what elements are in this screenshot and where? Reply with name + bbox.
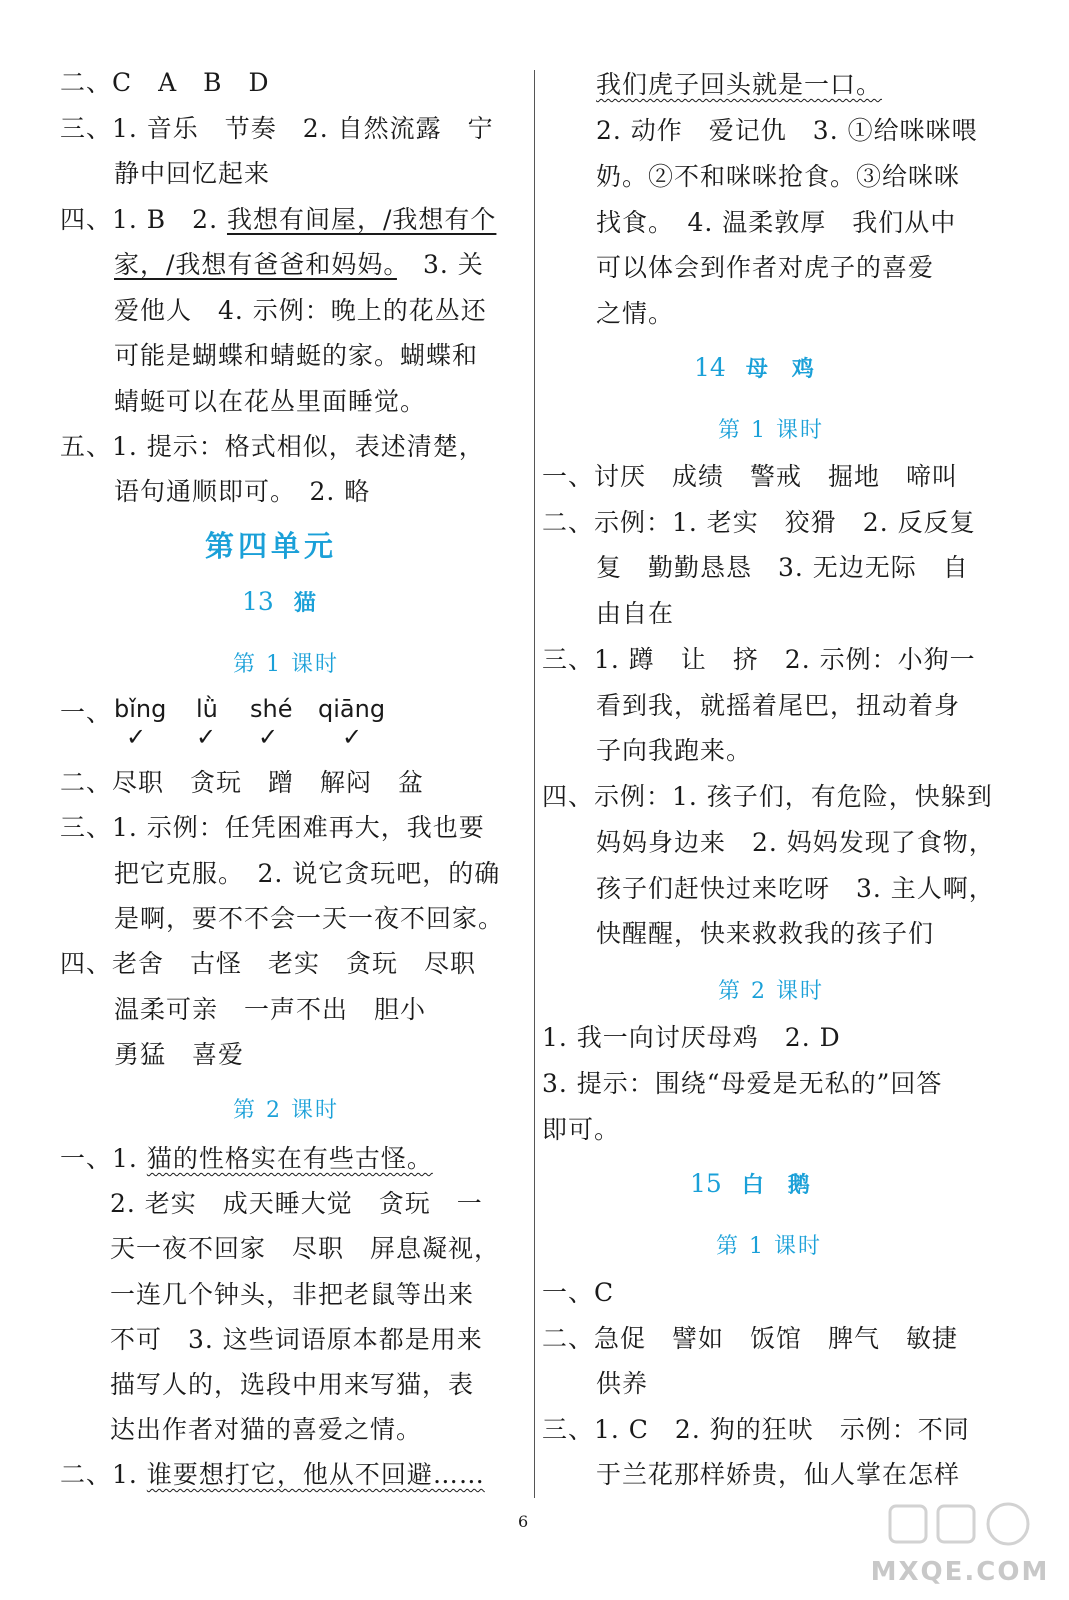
answer-line: 2. 动作 爱记仇 3. ①给咪咪喂 bbox=[596, 116, 978, 145]
page-number: 6 bbox=[518, 1512, 529, 1531]
answer-line: 3. 提示：围绕“母爱是无私的”回答 bbox=[542, 1069, 943, 1098]
answer-line: 供养 bbox=[596, 1369, 649, 1398]
answer-line bbox=[596, 68, 882, 102]
answer-line: 找食。 4. 温柔敦厚 我们从中 bbox=[596, 208, 957, 237]
answer-line: 妈妈身边来 2. 妈妈发现了食物， bbox=[596, 828, 995, 857]
lesson-number: 15 bbox=[690, 1169, 722, 1198]
answer-line: 三、1. 示例：任凭困难再大，我也要 bbox=[60, 813, 485, 842]
lesson-title: 母鸡 bbox=[745, 357, 838, 382]
answer-line: 天一夜不回家 尽职 屏息凝视， bbox=[110, 1234, 501, 1263]
answer-line: 一、C bbox=[542, 1278, 615, 1307]
answer-line: 语句通顺即可。 2. 略 bbox=[114, 477, 371, 506]
answer-line: 可以体会到作者对虎子的喜爱 bbox=[596, 253, 935, 282]
answer-line: 温柔可亲 一声不出 胆小 bbox=[114, 995, 427, 1024]
answer-line: 1. 我一向讨厌母鸡 2. D bbox=[542, 1023, 841, 1052]
answer-line: 二、急促 譬如 饭馆 脾气 敏捷 bbox=[542, 1324, 959, 1353]
answer-line: 是啊，要不不会一天一夜不回家。 bbox=[114, 904, 505, 933]
answer-line: 达出作者对猫的喜爱之情。 bbox=[110, 1415, 423, 1444]
lesson-number: 13 bbox=[242, 587, 274, 616]
lesson-heading bbox=[242, 586, 340, 617]
answer-line: 2. 老实 成天睡大觉 贪玩 一 bbox=[110, 1189, 483, 1218]
check-icon: ✓ bbox=[258, 723, 279, 751]
answer-line: 看到我，就摇着尾巴，扭动着身 bbox=[596, 691, 961, 720]
underlined-answer: 家，/我想有爸爸和妈妈。 bbox=[114, 250, 397, 279]
watermark-text: MXQE.COM bbox=[870, 1557, 1050, 1587]
answer-line: 勇猛 喜爱 bbox=[114, 1040, 245, 1069]
answer-line: 即可。 bbox=[542, 1115, 621, 1144]
answer-line: 一连几个钟头，非把老鼠等出来 bbox=[110, 1280, 475, 1309]
answer-line: 于兰花那样娇贵，仙人掌在怎样 bbox=[596, 1460, 961, 1489]
check-icon: ✓ bbox=[126, 723, 147, 751]
answer-line: 快醒醒，快来救救我的孩子们 bbox=[596, 919, 935, 948]
wavy-underlined-answer: 我们虎子回头就是一口。 bbox=[596, 70, 883, 99]
answer-line: 二、C A B D bbox=[60, 68, 270, 97]
period-heading: 第 1 课时 bbox=[716, 1234, 822, 1259]
answer-line: 一、讨厌 成绩 警戒 掘地 啼叫 bbox=[542, 462, 959, 491]
pinyin: bǐng bbox=[114, 695, 167, 723]
answer-line: 二、尽职 贪玩 蹭 解闷 盆 bbox=[60, 768, 425, 797]
watermark-logo bbox=[860, 1500, 1060, 1595]
answer-line: 五、1. 提示：格式相似，表述清楚， bbox=[60, 432, 485, 461]
answer-line: 孩子们赶快过来吃呀 3. 主人啊， bbox=[596, 874, 995, 903]
answer-line: 一、1. 猫的性格实在有些古怪。 bbox=[60, 1144, 433, 1173]
answer-line: 奶。②不和咪咪抢食。③给咪咪 bbox=[596, 162, 961, 191]
answer-line: 子向我跑来。 bbox=[596, 736, 753, 765]
lesson-heading bbox=[690, 1168, 834, 1199]
underlined-answer: 我想有间屋，/我想有个 bbox=[226, 205, 497, 234]
lesson-title: 白鹅 bbox=[741, 1173, 834, 1198]
answer-line: 蜻蜓可以在花丛里面睡觉。 bbox=[114, 387, 427, 416]
period-heading: 第 1 课时 bbox=[718, 418, 824, 443]
answer-line: 三、1. 蹲 让 挤 2. 示例：小狗一 bbox=[542, 645, 976, 674]
answer-line: 四、老舍 古怪 老实 贪玩 尽职 bbox=[60, 949, 477, 978]
answer-line: 之情。 bbox=[596, 299, 675, 328]
answer-line: 静中回忆起来 bbox=[114, 159, 271, 188]
check-icon: ✓ bbox=[342, 723, 363, 751]
answer-line: 二、示例：1. 老实 狡猾 2. 反反复 bbox=[542, 508, 976, 537]
lesson-title: 猫 bbox=[293, 591, 340, 616]
answer-line: 三、1. 音乐 节奏 2. 自然流露 宁 bbox=[60, 114, 494, 143]
answer-line: 描写人的，选段中用来写猫，表 bbox=[110, 1370, 475, 1399]
wavy-underlined-answer: 猫的性格实在有些古怪。 bbox=[146, 1144, 433, 1173]
answer-line: 三、1. C 2. 狗的狂吠 示例：不同 bbox=[542, 1415, 970, 1444]
lesson-number: 14 bbox=[694, 353, 726, 382]
answer-line: 复 勤勤恳恳 3. 无边无际 自 bbox=[596, 553, 969, 582]
period-heading: 第 2 课时 bbox=[718, 979, 824, 1004]
unit-title: 第四单元 bbox=[205, 529, 338, 563]
answer-line: 家，/我想有爸爸和妈妈。 3. 关 bbox=[114, 250, 484, 279]
answer-line: 一、 bbox=[60, 698, 113, 727]
answer-line: 由自在 bbox=[596, 599, 675, 628]
period-heading: 第 2 课时 bbox=[233, 1098, 339, 1123]
pinyin: qiāng bbox=[318, 695, 386, 723]
answer-line: 爱他人 4. 示例：晚上的花丛还 bbox=[114, 296, 487, 325]
column-divider bbox=[534, 70, 535, 1498]
lesson-heading bbox=[694, 352, 838, 383]
answer-line: 不可 3. 这些词语原本都是用来 bbox=[110, 1325, 483, 1354]
pinyin: lǜ bbox=[196, 695, 218, 723]
answer-line: 可能是蝴蝶和蜻蜓的家。蝴蝶和 bbox=[114, 341, 479, 370]
period-heading: 第 1 课时 bbox=[233, 652, 339, 677]
check-icon: ✓ bbox=[196, 723, 217, 751]
answer-line: 二、1. 谁要想打它，他从不回避…… bbox=[60, 1460, 485, 1489]
answer-line: 四、示例：1. 孩子们，有危险，快躲到 bbox=[542, 782, 993, 811]
answer-line: 把它克服。 2. 说它贪玩吧，的确 bbox=[114, 859, 501, 888]
wavy-underlined-answer: 谁要想打它，他从不回避…… bbox=[146, 1460, 485, 1489]
pinyin: shé bbox=[250, 695, 293, 723]
answer-line: 四、1. B 2. 我想有间屋，/我想有个 bbox=[60, 205, 497, 234]
